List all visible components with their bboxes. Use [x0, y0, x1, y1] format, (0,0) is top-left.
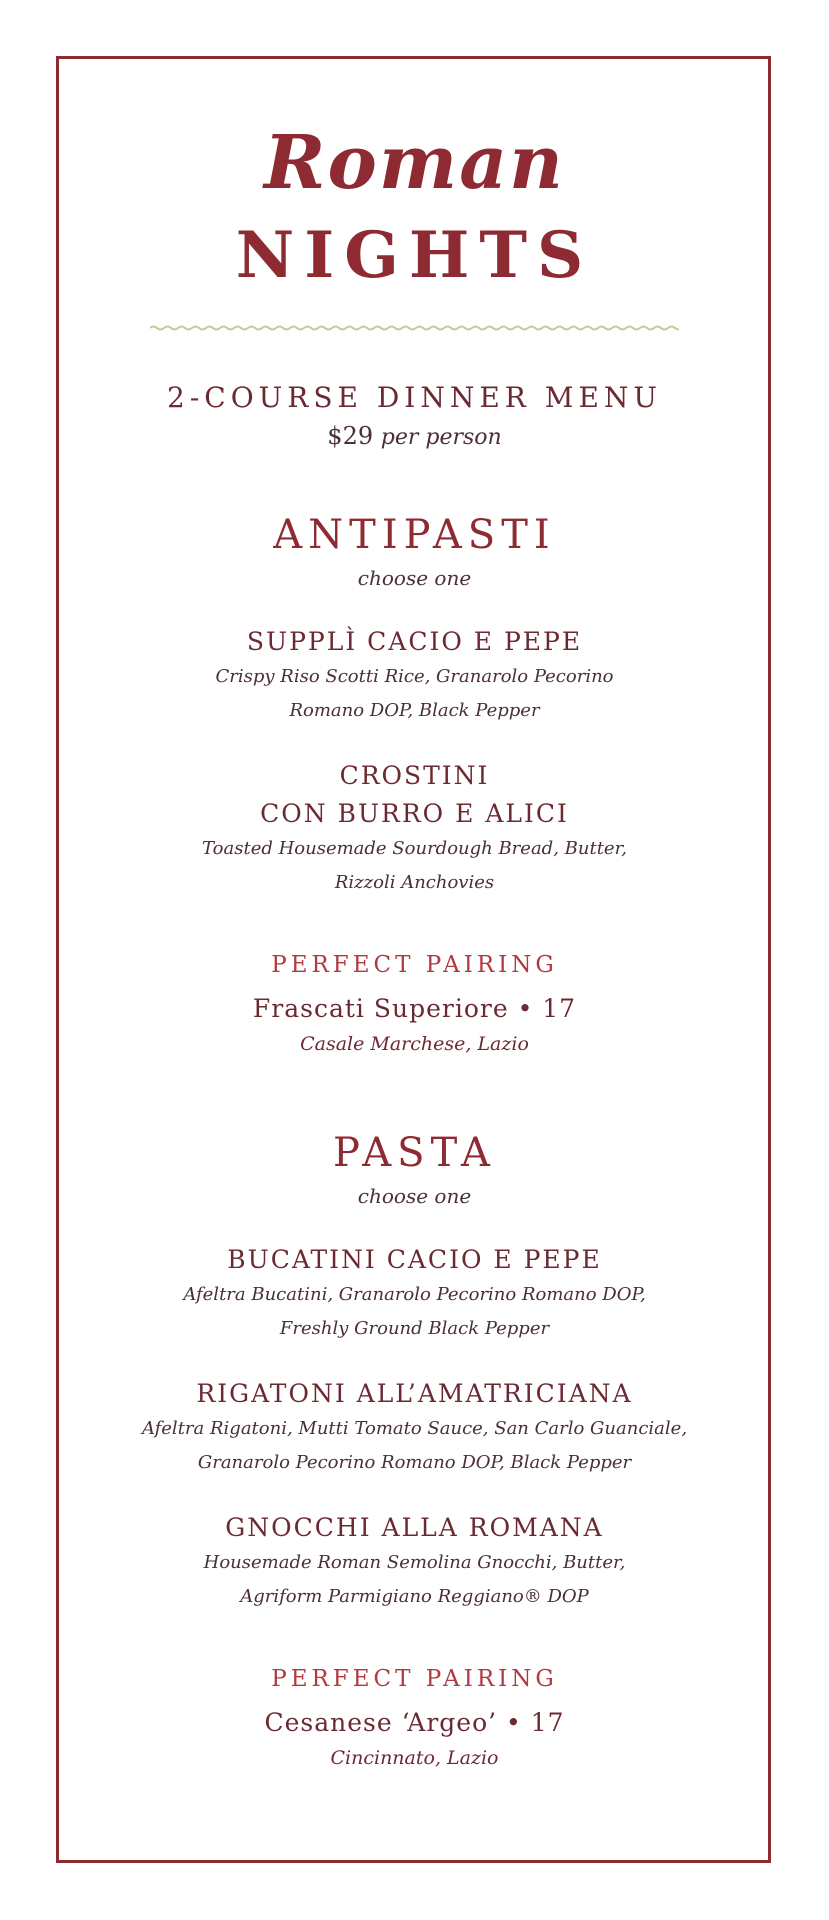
menu-price-line: [0, 420, 829, 454]
dish-description: Rizzoli Anchovies: [334, 872, 495, 893]
menu-price: $29: [327, 422, 374, 450]
dish-description: Toasted Housemade Sourdough Bread, Butter,: [202, 838, 627, 859]
pairing-label: PERFECT PAIRING: [271, 952, 558, 978]
pairing-origin: Casale Marchese, Lazio: [300, 1033, 529, 1055]
dish-name: RIGATONI ALL’AMATRICIANA: [196, 1379, 633, 1408]
dish-description: Housemade Roman Semolina Gnocchi, Butter,: [203, 1552, 626, 1573]
dish-name: GNOCCHI ALLA ROMANA: [225, 1513, 604, 1542]
dish-name: CROSTINI: [339, 761, 490, 790]
dish-description: Romano DOP, Black Pepper: [289, 700, 540, 721]
dish-name: SUPPLÌ CACIO E PEPE: [246, 627, 583, 656]
section-note-antipasti: choose one: [357, 566, 472, 590]
dish-description: Afeltra Rigatoni, Mutti Tomato Sauce, San Carlo Guanciale,: [141, 1418, 688, 1439]
dish-description: Agriform Parmigiano Reggiano® DOP: [240, 1586, 589, 1607]
wavy-divider: [150, 322, 679, 334]
dish-description: Freshly Ground Black Pepper: [279, 1318, 550, 1339]
menu-price-suffix: per person: [380, 425, 502, 450]
dish-description: Crispy Riso Scotti Rice, Granarolo Pecorino: [215, 666, 614, 687]
menu-title-nights: NIGHTS: [235, 218, 594, 293]
pairing-label: PERFECT PAIRING: [271, 1666, 558, 1692]
section-note-pasta: choose one: [357, 1184, 472, 1208]
section-title-antipasti: ANTIPASTI: [273, 512, 556, 558]
dish-description: Afeltra Bucatini, Granarolo Pecorino Romano DOP,: [183, 1284, 646, 1305]
section-title-pasta: PASTA: [333, 1130, 496, 1176]
dish-name: CON BURRO E ALICI: [260, 799, 569, 828]
menu-subtitle: 2-COURSE DINNER MENU: [167, 381, 662, 414]
dish-name: BUCATINI CACIO E PEPE: [227, 1245, 602, 1274]
pairing-wine: Cesanese ‘Argeo’ • 17: [264, 1708, 565, 1737]
pairing-origin: Cincinnato, Lazio: [330, 1747, 499, 1769]
menu-title-roman: Roman: [264, 120, 565, 206]
pairing-wine: Frascati Superiore • 17: [252, 994, 577, 1023]
dish-description: Granarolo Pecorino Romano DOP, Black Pepper: [197, 1452, 632, 1473]
